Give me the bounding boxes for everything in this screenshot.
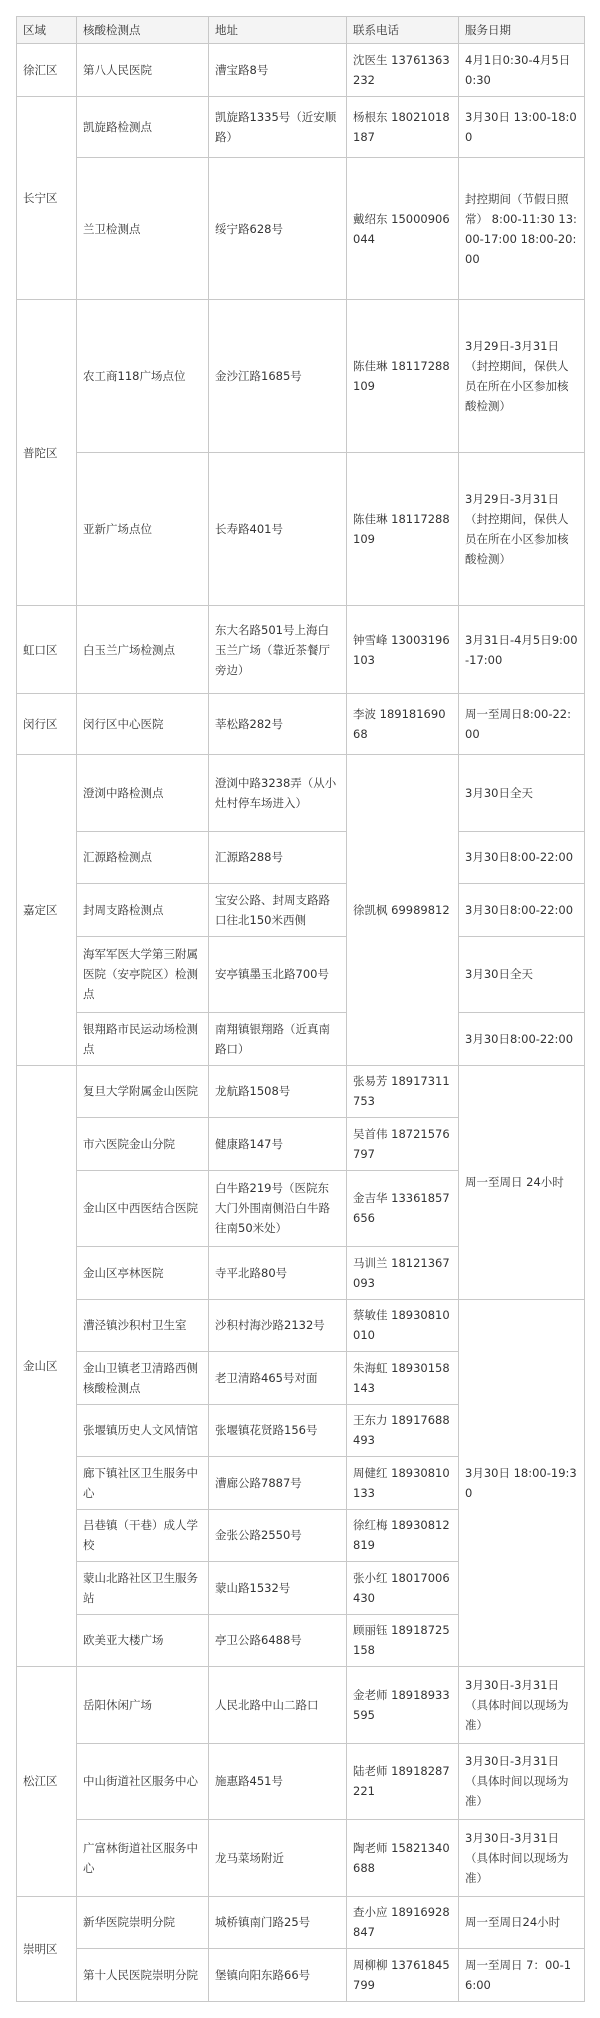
phone-cell: 徐红梅 18930812819 xyxy=(347,1509,459,1561)
date-cell: 3月30日8:00-22:00 xyxy=(459,884,585,936)
address-cell: 蒙山路1532号 xyxy=(209,1562,347,1614)
testing-sites-table xyxy=(16,16,585,2002)
site-cell: 蒙山北路社区卫生服务站 xyxy=(77,1562,209,1614)
address-cell: 人民北路中山二路口 xyxy=(209,1667,347,1744)
site-cell: 新华医院崇明分院 xyxy=(77,1896,209,1948)
date-cell: 3月31日-4月5日9:00-17:00 xyxy=(459,606,585,693)
phone-cell: 吴首伟 18721576797 xyxy=(347,1118,459,1170)
phone-cell: 张小红 18017006430 xyxy=(347,1562,459,1614)
date-cell: 周一至周日 24小时 xyxy=(459,1065,585,1299)
address-cell: 金张公路2550号 xyxy=(209,1509,347,1561)
site-cell: 漕泾镇沙积村卫生室 xyxy=(77,1299,209,1351)
address-cell: 凯旋路1335号（近安顺路） xyxy=(209,96,347,157)
date-cell: 3月30日-3月31日 （具体时间以现场为准） xyxy=(459,1743,585,1820)
phone-cell: 陶老师 15821340688 xyxy=(347,1820,459,1897)
phone-cell: 张易芳 18917311753 xyxy=(347,1065,459,1117)
site-cell: 金山区中西医结合医院 xyxy=(77,1170,209,1247)
date-cell: 周一至周日24小时 xyxy=(459,1896,585,1948)
address-cell: 张堰镇花贤路156号 xyxy=(209,1404,347,1456)
address-cell: 龙航路1508号 xyxy=(209,1065,347,1117)
header-address: 地址 xyxy=(209,17,347,44)
date-cell: 周一至周日8:00-22:00 xyxy=(459,693,585,754)
date-cell: 4月1日0:30-4月5日0:30 xyxy=(459,44,585,96)
site-cell: 广富林街道社区服务中心 xyxy=(77,1820,209,1897)
table-row xyxy=(17,1896,585,1948)
table-row xyxy=(17,1743,585,1820)
phone-cell: 陆老师 18918287221 xyxy=(347,1743,459,1820)
site-cell: 闵行区中心医院 xyxy=(77,693,209,754)
table-row xyxy=(17,606,585,693)
table-row xyxy=(17,1820,585,1897)
site-cell: 海军军医大学第三附属医院（安亭院区）检测点 xyxy=(77,936,209,1013)
date-cell: 3月30日8:00-22:00 xyxy=(459,831,585,883)
site-cell: 复旦大学附属金山医院 xyxy=(77,1065,209,1117)
phone-cell: 顾丽钰 18918725158 xyxy=(347,1614,459,1666)
phone-cell: 金吉华 13361857656 xyxy=(347,1170,459,1247)
phone-cell: 徐凯枫 69989812 xyxy=(347,755,459,1066)
site-cell: 第十人民医院崇明分院 xyxy=(77,1949,209,2002)
table-row xyxy=(17,884,585,936)
date-cell: 3月30日 18:00-19:30 xyxy=(459,1299,585,1666)
header-row xyxy=(17,17,585,44)
phone-cell: 查小应 18916928847 xyxy=(347,1896,459,1948)
phone-cell: 李波 18918169068 xyxy=(347,693,459,754)
phone-cell: 杨根东 18021018187 xyxy=(347,96,459,157)
district-cell: 金山区 xyxy=(17,1065,77,1666)
district-cell: 普陀区 xyxy=(17,300,77,606)
phone-cell: 蔡敏佳 18930810010 xyxy=(347,1299,459,1351)
address-cell: 城桥镇南门路25号 xyxy=(209,1896,347,1948)
phone-cell: 戴绍东 15000906044 xyxy=(347,158,459,300)
address-cell: 宝安公路、封周支路路口往北150米西侧 xyxy=(209,884,347,936)
address-cell: 白牛路219号（医院东大门外围南侧沿白牛路往南50米处） xyxy=(209,1170,347,1247)
table-row xyxy=(17,831,585,883)
phone-cell: 陈佳琳 18117288109 xyxy=(347,453,459,606)
address-cell: 长寿路401号 xyxy=(209,453,347,606)
table-row xyxy=(17,96,585,157)
address-cell: 龙马菜场附近 xyxy=(209,1820,347,1897)
phone-cell: 周健红 18930810133 xyxy=(347,1457,459,1509)
table-row xyxy=(17,44,585,96)
phone-cell: 王东力 18917688493 xyxy=(347,1404,459,1456)
table-row xyxy=(17,755,585,832)
header-district: 区域 xyxy=(17,17,77,44)
date-cell: 3月30日8:00-22:00 xyxy=(459,1013,585,1065)
site-cell: 白玉兰广场检测点 xyxy=(77,606,209,693)
table-row xyxy=(17,936,585,1013)
table-row xyxy=(17,1667,585,1744)
district-cell: 嘉定区 xyxy=(17,755,77,1066)
site-cell: 亚新广场点位 xyxy=(77,453,209,606)
site-cell: 张堰镇历史人文风情馆 xyxy=(77,1404,209,1456)
phone-cell: 周柳柳 13761845799 xyxy=(347,1949,459,2002)
site-cell: 市六医院金山分院 xyxy=(77,1118,209,1170)
district-cell: 松江区 xyxy=(17,1667,77,1897)
phone-cell: 沈医生 13761363232 xyxy=(347,44,459,96)
address-cell: 施惠路451号 xyxy=(209,1743,347,1820)
table-row xyxy=(17,300,585,453)
address-cell: 老卫清路465号对面 xyxy=(209,1352,347,1404)
table-row xyxy=(17,1299,585,1351)
district-cell: 闵行区 xyxy=(17,693,77,754)
date-cell: 3月29日-3月31日 （封控期间，保供人员在所在小区参加核酸检测） xyxy=(459,453,585,606)
site-cell: 金山区亭林医院 xyxy=(77,1247,209,1299)
address-cell: 亭卫公路6488号 xyxy=(209,1614,347,1666)
address-cell: 健康路147号 xyxy=(209,1118,347,1170)
address-cell: 绥宁路628号 xyxy=(209,158,347,300)
phone-cell: 朱海虹 18930158143 xyxy=(347,1352,459,1404)
district-cell: 崇明区 xyxy=(17,1896,77,2001)
address-cell: 金沙江路1685号 xyxy=(209,300,347,453)
date-cell: 3月30日-3月31日 （具体时间以现场为准） xyxy=(459,1820,585,1897)
address-cell: 堡镇向阳东路66号 xyxy=(209,1949,347,2002)
address-cell: 沙积村海沙路2132号 xyxy=(209,1299,347,1351)
address-cell: 澄浏中路3238弄（从小灶村停车场进入） xyxy=(209,755,347,832)
site-cell: 廊下镇社区卫生服务中心 xyxy=(77,1457,209,1509)
phone-cell: 陈佳琳 18117288109 xyxy=(347,300,459,453)
address-cell: 安亭镇墨玉北路700号 xyxy=(209,936,347,1013)
table-row xyxy=(17,453,585,606)
table-row xyxy=(17,158,585,300)
table-row xyxy=(17,1949,585,2002)
site-cell: 岳阳休闲广场 xyxy=(77,1667,209,1744)
address-cell: 汇源路288号 xyxy=(209,831,347,883)
site-cell: 金山卫镇老卫清路西侧核酸检测点 xyxy=(77,1352,209,1404)
address-cell: 东大名路501号上海白玉兰广场（靠近茶餐厅旁边） xyxy=(209,606,347,693)
phone-cell: 马训兰 18121367093 xyxy=(347,1247,459,1299)
date-cell: 3月29日-3月31日 （封控期间，保供人员在所在小区参加核酸检测） xyxy=(459,300,585,453)
site-cell: 中山街道社区服务中心 xyxy=(77,1743,209,1820)
site-cell: 银翔路市民运动场检测点 xyxy=(77,1013,209,1065)
phone-cell: 金老师 18918933595 xyxy=(347,1667,459,1744)
date-cell: 3月30日-3月31日 （具体时间以现场为准） xyxy=(459,1667,585,1744)
address-cell: 漕廊公路7887号 xyxy=(209,1457,347,1509)
site-cell: 欧美亚大楼广场 xyxy=(77,1614,209,1666)
site-cell: 兰卫检测点 xyxy=(77,158,209,300)
header-date: 服务日期 xyxy=(459,17,585,44)
date-cell: 3月30日全天 xyxy=(459,936,585,1013)
table-row xyxy=(17,693,585,754)
date-cell: 3月30日 13:00-18:00 xyxy=(459,96,585,157)
district-cell: 长宁区 xyxy=(17,96,77,299)
phone-cell: 钟雪峰 13003196103 xyxy=(347,606,459,693)
header-phone: 联系电话 xyxy=(347,17,459,44)
site-cell: 第八人民医院 xyxy=(77,44,209,96)
district-cell: 虹口区 xyxy=(17,606,77,693)
date-cell: 封控期间（节假日照常） 8:00-11:30 13:00-17:00 18:00-20:00 xyxy=(459,158,585,300)
site-cell: 吕巷镇（干巷）成人学校 xyxy=(77,1509,209,1561)
site-cell: 农工商118广场点位 xyxy=(77,300,209,453)
address-cell: 漕宝路8号 xyxy=(209,44,347,96)
address-cell: 南翔镇银翔路（近真南路口） xyxy=(209,1013,347,1065)
date-cell: 3月30日全天 xyxy=(459,755,585,832)
date-cell: 周一至周日 7：00-16:00 xyxy=(459,1949,585,2002)
header-site: 核酸检测点 xyxy=(77,17,209,44)
site-cell: 凯旋路检测点 xyxy=(77,96,209,157)
table-row xyxy=(17,1013,585,1065)
site-cell: 汇源路检测点 xyxy=(77,831,209,883)
address-cell: 莘松路282号 xyxy=(209,693,347,754)
site-cell: 封周支路检测点 xyxy=(77,884,209,936)
address-cell: 寺平北路80号 xyxy=(209,1247,347,1299)
site-cell: 澄浏中路检测点 xyxy=(77,755,209,832)
district-cell: 徐汇区 xyxy=(17,44,77,96)
table-row xyxy=(17,1065,585,1117)
